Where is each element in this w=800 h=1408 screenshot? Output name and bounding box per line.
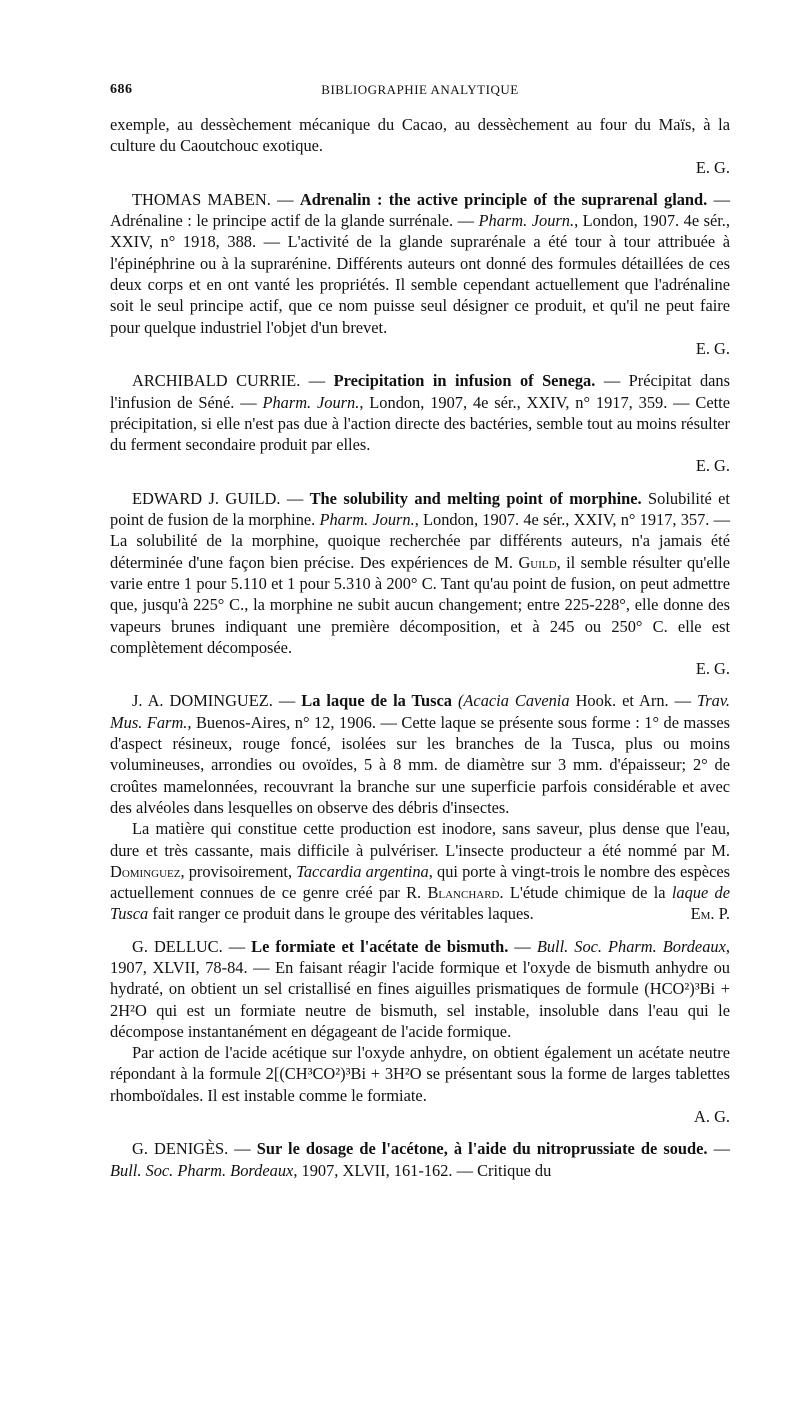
running-title: BIBLIOGRAPHIE ANALYTIQUE — [321, 82, 519, 97]
entry-author: G. DELLUC. — — [132, 936, 246, 956]
entry-signature: E. G. — [695, 157, 730, 177]
entry-text: exemple, au dessèchement mécanique du Cacao, au dessèchement au four du Maïs, à la culture du Caoutchouc exotique. — [110, 115, 730, 156]
entry-author-name: Dominguez — [110, 861, 181, 881]
entry-journal: Pharm. Journ. — [262, 392, 360, 412]
entry-text: La matière qui constitue cette production est inodore, sans saveur, plus dense que l'eau, dure et très cassante, mais difficile à pulvériser. L'insecte producteur a été nommé par M. — [110, 819, 730, 860]
entry-author: ARCHIBALD CURRIE. — — [132, 371, 326, 391]
entry-text: . L'étude chimique de la — [499, 883, 672, 903]
entry-guild — [110, 488, 730, 680]
entry-title: Sur le dosage de l'acétone, à l'aide du nitroprussiate de soude. — [256, 1139, 708, 1159]
entry-text: , provisoirement, — [180, 861, 297, 881]
entry-species: (Acacia Cavenia — [457, 691, 570, 711]
entry-text: — — [508, 936, 537, 956]
document-page — [0, 82, 800, 1408]
entry-deniges — [110, 1138, 730, 1181]
entry-journal: Pharm. Journ. — [319, 510, 415, 530]
entry-text: , il semble résulter qu'elle varie entre 1 pour 5.110 et 1 pour 5.310 à 200° C. Tant qu'au point de fusion, on peut admettre que, jusqu'à 225° C., la morphine ne subit aucun changement; entre 225-228°, elle donne des vapeurs brunes indiquant une première décomposition, et à 245 ou 250° C. elle est complètement décomposée. — [110, 552, 730, 657]
entry-signature: E. G. — [695, 338, 730, 358]
entry-delluc — [110, 936, 730, 1128]
entry-paragraph — [110, 1138, 730, 1181]
entry-text: , 1907, XLVII, 78-84. — En faisant réagir l'acide formique et l'oxyde de bismuth anhydre ou hydraté, on obtient un sel cristallisé en fines aiguilles prismatiques de formule (HCO²)³Bi + 2H²O qui est un formiate neutre de bismuth, sel instable, insoluble dans l'eau qui le décompose instantanément en dégageant de l'acide formique. — [110, 936, 730, 1041]
page-body — [110, 114, 730, 1181]
entry-title: The solubility and melting point of morphine. — [309, 488, 642, 508]
page-number: 686 — [110, 82, 133, 97]
entry-text: , 1907, XLVII, 161-162. — Critique du — [293, 1160, 552, 1180]
entry-paragraph — [110, 818, 730, 924]
entry-paragraph — [110, 936, 730, 1042]
entry-signature: E. G. — [695, 659, 730, 679]
entry-signature: Em. P. — [690, 904, 730, 924]
entry-title: Precipitation in infusion of Senega. — [333, 371, 596, 391]
entry-author: EDWARD J. GUILD. — — [132, 488, 304, 508]
entry-text: , London, 1907, 4e sér., XXIV, n° 1917, 359. — Cette précipitation, si elle n'est pas due à l'action directe des bactéries, semble tout au moins résulter du ferment secondaire produit par elles. — [110, 392, 730, 455]
entry-text: , London, 1907. 4e sér., XXIV, n° 1918, 388. — L'activité de la glande suprarénale a été tour à tour attribuée à l'épinéphrine ou à la suprarénine. Différents auteurs ont donné des formules détaillées de ces deux corps et en ont vanté les propriétés. Il semble cependant actuellement que l'adrénaline soit le seul principe actif, que ce nom puisse seul désigner ce produit, et qu'il ne peut faire pour quelque industriel l'objet d'un brevet. — [110, 211, 730, 337]
entry-text: — Adrénaline : le principe actif de la glande surrénale. — — [110, 189, 730, 231]
entry-signature: E. G. — [695, 456, 730, 476]
entry-paragraph — [110, 690, 730, 818]
entry-author: J. A. DOMINGUEZ. — — [132, 691, 296, 711]
entry-paragraph: Par action de l'acide acétique sur l'oxyde anhydre, on obtient également un acétate neutre répondant à la formule 2[(CH³CO²)³Bi + 3H²O se présentant sous la forme de larges tablettes rhomboïdales. Il est instable comme le formiate. — [110, 1043, 730, 1105]
entry-text: Hook. et Arn. — — [569, 691, 698, 711]
entry-text: — Précipitat dans l'infusion de Séné. — — [110, 371, 730, 412]
entry-paragraph — [110, 488, 730, 658]
entry-signature: A. G. — [694, 1107, 730, 1127]
entry-paragraph — [110, 189, 730, 338]
entry-cacao-continuation — [110, 114, 730, 178]
entry-journal: Bull. Soc. Pharm. Bordeaux — [536, 936, 726, 956]
entry-text: , Buenos-Aires, n° 12, 1906. — Cette laque se présente sous forme : 1° de masses d'aspect résineux, rouge foncé, isolées sur les branches de la Tusca, plus ou moins volumineuses, arrondies ou ovoïdes, 5 à 8 mm. de diamètre sur 3 mm. d'épaisseur; 2° de croûtes mamelonnées, recouvrant la branche sur une superficie parfois considérable et avec des alvéoles dans lesquelles on observe des débris d'insectes. — [110, 712, 730, 817]
entry-text: — — [707, 1139, 730, 1159]
entry-italic-term: laque de Tusca — [110, 883, 731, 924]
entry-species: Taccardia argentina — [296, 861, 429, 881]
entry-text: , London, 1907. 4e sér., XXIV, n° 1917, 357. — La solubilité de la morphine, quoique recherchée par différents auteurs, n'a jamais été déterminée d'une façon bien précise. Des expériences de M. — [110, 510, 730, 572]
entry-author: G. DENIGÈS. — — [132, 1139, 251, 1159]
entry-text: , qui porte à vingt-trois le nombre des espèces actuellement connues de ce genre créé par R. — [110, 861, 730, 903]
entry-journal: Trav. Mus. Farm. — [110, 691, 730, 732]
entry-author-name: Blanchard — [427, 883, 500, 903]
entry-journal: Pharm. Journ. — [478, 211, 575, 231]
entry-title: Adrenalin : the active principle of the suprarenal gland. — [299, 189, 708, 209]
entry-currie — [110, 370, 730, 476]
entry-text: Solubilité et point de fusion de la morphine. — [110, 488, 730, 530]
entry-maben — [110, 189, 730, 359]
entry-title: La laque de la Tusca — [301, 691, 452, 711]
entry-journal: Bull. Soc. Pharm. Bordeaux — [110, 1160, 294, 1180]
entry-author: THOMAS MABEN. — — [132, 189, 294, 209]
entry-dominguez — [110, 690, 730, 924]
entry-title: Le formiate et l'acétate de bismuth. — [251, 936, 509, 956]
running-header — [110, 82, 730, 102]
entry-paragraph — [110, 370, 730, 455]
entry-author-name: Guild — [518, 552, 557, 572]
entry-text: fait ranger ce produit dans le groupe des véritables laques. — [148, 904, 534, 924]
